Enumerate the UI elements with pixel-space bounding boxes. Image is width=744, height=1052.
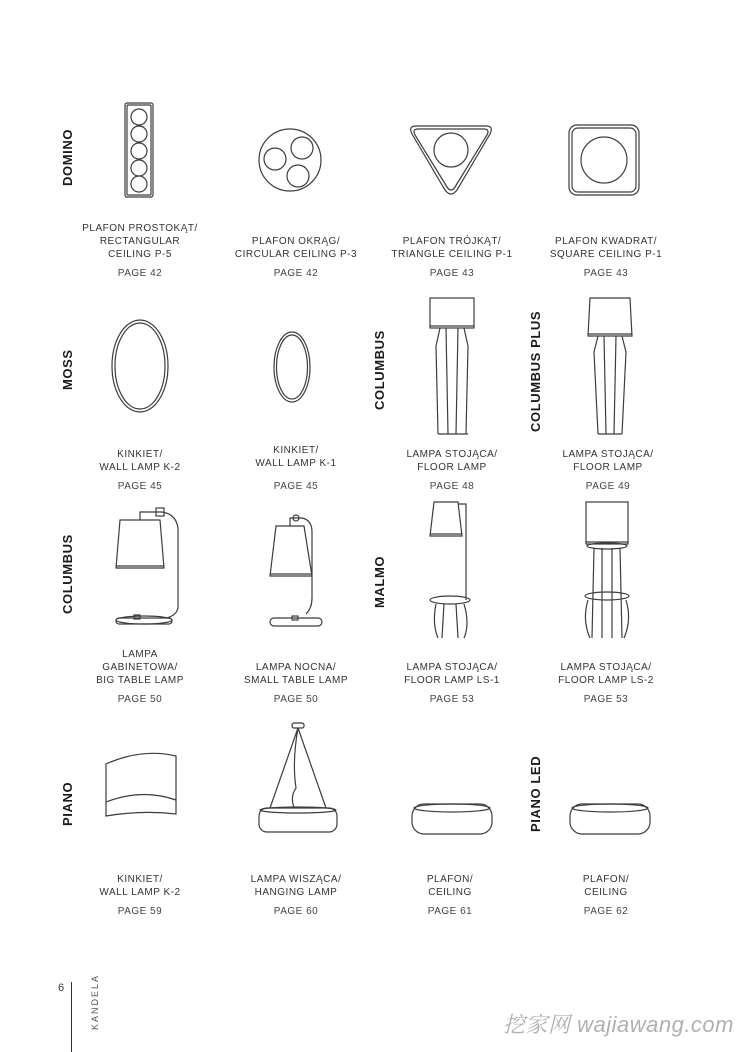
big-table-lamp-icon	[112, 508, 188, 628]
small-table-lamp-icon	[266, 514, 326, 634]
caption-line: KINKIET/	[273, 445, 319, 456]
piano-ceiling-icon	[410, 800, 494, 838]
brand-name: KANDELA	[90, 973, 100, 1030]
page-reference[interactable]: PAGE 43	[583, 268, 629, 279]
caption-line: WALL LAMP K-1	[255, 458, 337, 469]
page-reference[interactable]: PAGE 50	[273, 694, 319, 705]
caption-line: SMALL TABLE LAMP	[244, 675, 348, 686]
caption-line: PLAFON PROSTOKĄT/	[82, 223, 198, 234]
page-reference[interactable]: PAGE 60	[273, 906, 319, 917]
caption-line: PLAFON OKRĄG/	[251, 236, 341, 247]
product-caption	[60, 448, 220, 474]
caption-line: WALL LAMP K-2	[99, 462, 181, 473]
series-label-columbus: COLUMBUS	[372, 330, 387, 410]
oval-wall-lamp-icon	[110, 318, 170, 414]
caption-line: BIG TABLE LAMP	[96, 675, 184, 686]
page-reference[interactable]: PAGE 48	[429, 481, 475, 492]
page-reference[interactable]: PAGE 42	[273, 268, 319, 279]
page-reference[interactable]: PAGE 53	[429, 694, 475, 705]
page-reference[interactable]: PAGE 61	[427, 906, 473, 917]
square-ceiling-icon	[568, 124, 640, 196]
page-reference[interactable]: PAGE 59	[117, 906, 163, 917]
piano-wall-lamp-icon	[102, 752, 178, 818]
caption-line: FLOOR LAMP	[573, 462, 643, 473]
product-caption	[526, 235, 686, 261]
product-caption	[216, 444, 376, 470]
caption-line: TRIANGLE CEILING P-1	[391, 249, 513, 260]
caption-line: PLAFON TRÓJKĄT/	[402, 236, 502, 247]
caption-line: LAMPA WISZĄCA/	[250, 874, 342, 885]
caption-line: LAMPA STOJĄCA/	[406, 662, 498, 673]
product-caption	[526, 661, 686, 687]
series-label-columbus-plus: COLUMBUS PLUS	[528, 310, 543, 432]
rectangular-ceiling-icon	[124, 102, 154, 198]
product-caption	[528, 448, 688, 474]
product-caption	[216, 235, 376, 261]
malmo-floor-lamp-shelf-icon	[580, 500, 636, 642]
product-caption	[372, 448, 532, 474]
page-reference[interactable]: PAGE 43	[429, 268, 475, 279]
page-number: 6	[58, 982, 65, 994]
caption-line: LAMPA	[122, 649, 158, 660]
caption-line: CEILING	[428, 887, 472, 898]
series-label-piano: PIANO	[60, 781, 75, 826]
caption-line: LAMPA STOJĄCA/	[562, 449, 654, 460]
caption-line: CIRCULAR CEILING P-3	[234, 249, 358, 260]
floor-lamp-plus-icon	[586, 296, 634, 440]
product-caption	[372, 661, 532, 687]
caption-line: LAMPA STOJĄCA/	[560, 662, 652, 673]
caption-line: FLOOR LAMP LS-1	[404, 675, 500, 686]
series-label-piano-led: PIANO LED	[528, 755, 543, 832]
product-caption	[370, 873, 530, 899]
caption-line: HANGING LAMP	[254, 887, 338, 898]
page-reference[interactable]: PAGE 50	[117, 694, 163, 705]
floor-lamp-icon	[428, 296, 476, 440]
caption-line: RECTANGULAR	[99, 236, 181, 247]
malmo-floor-lamp-icon	[428, 500, 474, 642]
product-caption	[372, 235, 532, 261]
caption-line: FLOOR LAMP LS-2	[558, 675, 654, 686]
caption-line: CEILING	[584, 887, 628, 898]
caption-line: KINKIET/	[117, 874, 163, 885]
series-label-malmo: MALMO	[372, 555, 387, 608]
product-caption	[526, 873, 686, 899]
caption-line: FLOOR LAMP	[417, 462, 487, 473]
page-reference[interactable]: PAGE 45	[273, 481, 319, 492]
small-oval-wall-lamp-icon	[272, 330, 312, 404]
piano-led-ceiling-icon	[568, 800, 652, 838]
caption-line: LAMPA STOJĄCA/	[406, 449, 498, 460]
caption-line: WALL LAMP K-2	[99, 887, 181, 898]
page-reference[interactable]: PAGE 42	[117, 268, 163, 279]
caption-line: PLAFON/	[426, 874, 474, 885]
caption-line: CEILING P-5	[108, 249, 172, 260]
product-caption	[216, 873, 376, 899]
page-reference[interactable]: PAGE 45	[117, 481, 163, 492]
circular-ceiling-icon	[258, 124, 322, 196]
caption-line: PLAFON/	[582, 874, 630, 885]
caption-line: GABINETOWA/	[102, 662, 178, 673]
caption-line: PLAFON KWADRAT/	[555, 236, 657, 247]
caption-line: KINKIET/	[117, 449, 163, 460]
caption-line: SQUARE CEILING P-1	[549, 249, 663, 260]
series-label-columbus-table: COLUMBUS	[60, 534, 75, 614]
page-reference[interactable]: PAGE 49	[585, 481, 631, 492]
product-caption	[60, 648, 220, 687]
product-caption	[60, 873, 220, 899]
page-reference[interactable]: PAGE 53	[583, 694, 629, 705]
product-caption	[60, 222, 220, 261]
caption-line: LAMPA NOCNA/	[255, 662, 337, 673]
footer-divider	[71, 982, 72, 1052]
triangle-ceiling-icon	[408, 124, 494, 196]
hanging-lamp-icon	[256, 722, 340, 838]
product-caption	[216, 661, 376, 687]
series-label-moss: MOSS	[60, 349, 75, 390]
page-reference[interactable]: PAGE 62	[583, 906, 629, 917]
watermark: 挖家网 wajiawang.com	[502, 1012, 734, 1037]
series-label-domino: DOMINO	[60, 128, 75, 186]
